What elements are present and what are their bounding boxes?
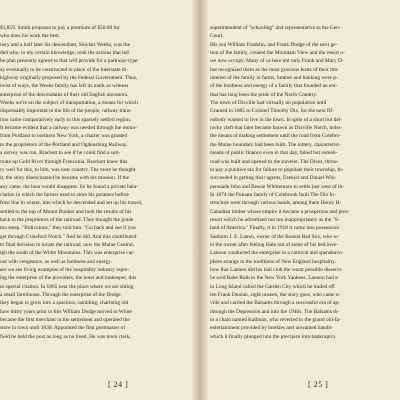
text-line: Sanborn J. E. Lanon, owner of the Boston Red Sox, who w- — [210, 233, 340, 240]
text-line: phere strange to the traditions of New England hospitality. — [210, 258, 336, 265]
text-line: how that Lannon did his ball club the worst possible disservi- — [210, 266, 343, 273]
text-line: a small farmhouse. Through the enterprise of the Dodge — [0, 292, 121, 298]
text-line: settled to the top of Mount Bunker and took the results of his — [0, 208, 132, 215]
left-page — [0, 0, 196, 400]
text-line: tion of the family, created the Mountain View and the resort o- — [210, 50, 345, 57]
right-page-body — [210, 24, 394, 341]
text-line: he plan presently agreed to that will provide for a parkway-type — [0, 58, 138, 65]
text-line: Court. — [210, 33, 224, 40]
text-line: but recognized them as the most gracious hosts of their tim- — [210, 66, 340, 73]
text-line: ciation in which the farmer used to store his potatoes before — [0, 191, 130, 198]
text-line: Lannon conducted the enterprise in a carnival and spendeavo- — [210, 250, 344, 257]
text-line: the Maine boundary had been built. The lottery, characterist- — [210, 141, 341, 148]
text-line: through the Depression and into the 1940s. The Balsams th- — [210, 308, 340, 315]
text-line: The town of Dixville had virtually no population until — [210, 100, 327, 107]
text-line: structure went through various hands, among them Henry H- — [210, 200, 342, 207]
text-line: to the owner after feeling Hale out of some of his bed inve- — [210, 241, 338, 248]
text-line: interest of the family in farms, lumber and banking were p- — [210, 75, 338, 82]
text-line: back to the proprietors of the railroad. They thought the grade — [0, 216, 134, 223]
text-line: ing the enterprise of the providers, the hotel and innkeeper, this — [0, 275, 137, 282]
text-line: he sold Babe Ruth to the New York Yankees. Lannon had s- — [210, 275, 340, 282]
text-line: dispensably important to the life of the people, railway trans- — [0, 108, 132, 115]
text-line: in Long Island called the Garden City which he traded off — [210, 283, 335, 290]
text-line: from Portland to northern New York, a charter was granted — [0, 133, 128, 140]
text-line: any came, the bear would disappear. So he found a private bala- — [0, 183, 138, 190]
text-line: of the boldness and energy of a family that founded an ent- — [210, 83, 338, 90]
text-line: to special citation. In 1865 near the place where we are sitting — [0, 283, 134, 290]
text-line: the means of making settlement until the road from Colebro- — [210, 133, 341, 140]
text-line: a survey was run, Brackett to see if he could find a suit- — [0, 150, 121, 157]
text-line: ded who, to my certain knowledge, took the actions that led — [0, 50, 129, 57]
text-line: Granted in 1805 to Colonel Timothy Dix, for the next fif- — [210, 108, 334, 115]
text-line: to a chain named Kallman, who reverted to the grand old-fa- — [210, 317, 341, 324]
text-line: frost line in winter, into which he descended and set up his transit, — [0, 200, 143, 207]
book-gutter — [192, 0, 208, 400]
text-line: ville and carried the Balsams through a successful era of ap- — [210, 300, 340, 307]
text-line: $1,859. Smith proposes to pay a premium of $50.00 for — [0, 25, 120, 31]
text-line: land of America." Finally, it in 1918 it came into possession — [210, 225, 340, 232]
text-line: which it finally plunged into the precipice into bankruptcy. — [210, 333, 337, 340]
text-line: to pay a punitive tax for failure to populate their township, th- — [210, 166, 344, 173]
right-page — [204, 0, 400, 400]
text-line: entertainment provided by bookies and unwanted bandit- — [210, 325, 334, 332]
text-line: resort which he advertised not too inappropriately as the "S- — [210, 216, 340, 223]
text-line: Canadian timber whose empire it became a prosperous and pres- — [210, 208, 350, 215]
text-line: who does his work the best. — [0, 33, 60, 40]
text-line: to final decision to locate the railroad, now the Maine Central, — [0, 241, 135, 248]
text-line: route up Gold River through Franconia. Brackett knew this — [0, 158, 128, 165]
text-line: field he held the post as long as he lived. He was town clerk, — [0, 333, 131, 340]
text-line: succeeded in getting their agents, Ezekiel and Daniel Whi- — [210, 175, 337, 182]
left-page-number: [ 24 ] — [108, 380, 129, 389]
text-line: igh the south of the White Mountains. This was enterprise car- — [0, 250, 135, 257]
text-line: nobody wanted to live in the town. In spite of a short but del- — [210, 116, 343, 123]
text-line: it, the story disenchanted he became with his mission. If the — [0, 175, 130, 182]
text-line: It became evident that a railway was needed through the moun- — [0, 125, 137, 132]
text-line: nery and a half later his descendant, Sinclair Weeks, was the — [0, 41, 130, 48]
text-line: get through Crawford Notch." And he did. And this contributed — [0, 233, 137, 240]
text-line: ay eventually to be constructed in place of the Interstate di- — [0, 66, 128, 73]
text-line: are we see living examples of the hospitality industry repre- — [0, 266, 130, 273]
text-line: store in town until 1830. Appointed the first postmaster of — [0, 325, 126, 332]
text-line: how thirty years prior to this William Dodge moved to White — [0, 308, 132, 315]
text-line: tion came comparatively early to this sparsely settled region. — [0, 116, 131, 123]
text-line: Weeks we're on the subject of transportation, a means for which — [0, 100, 138, 107]
text-line: they began to grow into a spacious, rambling, charming old — [0, 300, 129, 307]
text-line: superintendent of "schooling" and representative to the Gen- — [210, 25, 341, 31]
text-line: we now occupy. Many of us here not only Frank and Mary D- — [210, 58, 344, 65]
text-line: rocky cleft that later became known as Dixville Notch, nobo- — [210, 125, 343, 132]
text-line: twist of ways, the Weeks family has left its mark as witness — [0, 83, 129, 90]
text-line: road was built and opened to the traveler. The Dixes, throu- — [210, 158, 339, 165]
left-page-body — [0, 24, 180, 341]
text-line: enterprise of the descendants of their old English ancestors. — [0, 91, 129, 98]
text-line: ry well for this, to him, was near country. The more he thought — [0, 166, 136, 173]
text-line: that has long been the pride of the North Country. — [210, 91, 318, 98]
text-line: became the first merchant in the settlement and operated the — [0, 317, 130, 324]
text-line: In 1874 the Putnam family of Colebrook built The Dix In- — [210, 191, 336, 198]
text-line: highway originally proposed by the Federal Government. Thus, — [0, 75, 138, 82]
text-line: means of public finance even in that day, failed but someh- — [210, 150, 338, 157]
text-line: ten Frank Doolan, sight unseen, the story goes, who came u- — [210, 292, 341, 298]
text-line: persuade John and Bessie Whittemore to settle just west of th- — [210, 183, 345, 190]
text-line: His son William Franklin, and Frank Dodge of the next ge- — [210, 41, 338, 48]
text-line: to the proprietors of the Portland and Ogdensburg Railway. — [0, 141, 128, 148]
right-page-number: [ 25 ] — [308, 380, 329, 389]
text-line: too steep. "Ridiculous," they told him. "Go back and see if you — [0, 225, 136, 232]
text-line: out with vengeance, as well as boldness and energy. — [0, 258, 112, 265]
